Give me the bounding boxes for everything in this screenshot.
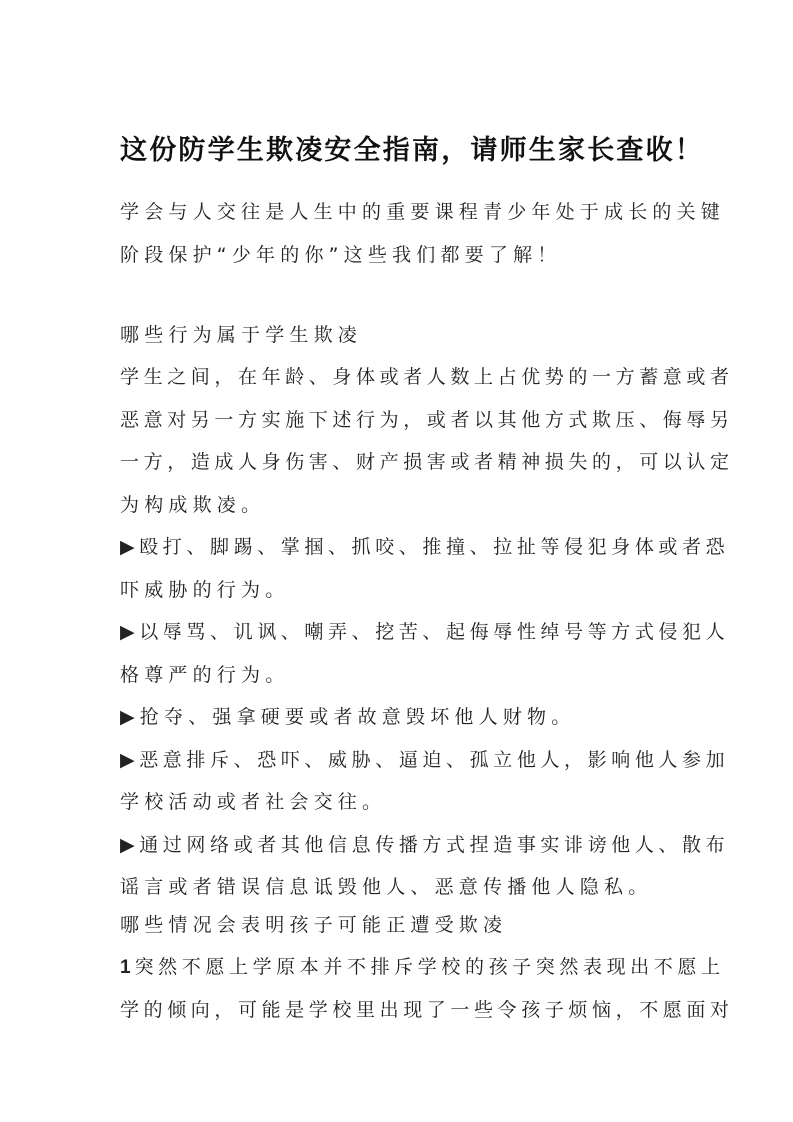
item-text: 突然不愿上学原本并不排斥学校的孩子突然表现出不愿上	[134, 956, 725, 978]
bullet-item-5-line-1: ▶通过网络或者其他信息传播方式捏造事实诽谤他人、散布	[120, 834, 730, 856]
definition-line-2: 恶意对另一方实施下述行为，或者以其他方式欺压、侮辱另	[120, 409, 734, 431]
bullet-item-5-line-2: 谣言或者错误信息诋毁他人、恶意传播他人隐私。	[120, 876, 653, 898]
document-title: 这份防学生欺凌安全指南，请师生家长查收！	[120, 135, 704, 166]
intro-line-2: 阶段保护“少年的你”这些我们都要了解！	[120, 244, 562, 266]
section1-heading: 哪些行为属于学生欺凌	[120, 324, 363, 346]
bullet-item-3-line-1: ▶抢夺、强拿硬要或者故意毁坏他人财物。	[120, 706, 576, 728]
bullet-item-1-line-2: 吓威胁的行为。	[120, 579, 290, 601]
definition-line-4: 为构成欺凌。	[120, 494, 266, 516]
numbered-item-1-line-2: 学的倾向，可能是学校里出现了一些令孩子烦恼，不愿面对	[120, 999, 734, 1021]
definition-line-3: 一方，造成人身伤害、财产损害或者精神损失的，可以认定	[120, 451, 734, 473]
item-number: 1	[120, 957, 131, 978]
numbered-item-1-line-1	[120, 953, 725, 982]
definition-line-1: 学生之间，在年龄、身体或者人数上占优势的一方蓄意或者	[120, 366, 734, 388]
bullet-item-4-line-1: ▶恶意排斥、恐吓、威胁、逼迫、孤立他人，影响他人参加	[120, 749, 730, 771]
bullet-item-1-line-1: ▶殴打、脚踢、掌掴、抓咬、推撞、拉扯等侵犯身体或者恐	[120, 536, 730, 558]
bullet-item-2-line-2: 格尊严的行为。	[120, 664, 290, 686]
section2-heading: 哪些情况会表明孩子可能正遭受欺凌	[120, 914, 508, 936]
intro-line-1: 学会与人交往是人生中的重要课程青少年处于成长的关键	[120, 201, 726, 223]
bullet-item-2-line-1: ▶以辱骂、讥讽、嘲弄、挖苦、起侮辱性绰号等方式侵犯人	[120, 621, 730, 643]
bullet-item-4-line-2: 学校活动或者社会交往。	[120, 791, 387, 813]
